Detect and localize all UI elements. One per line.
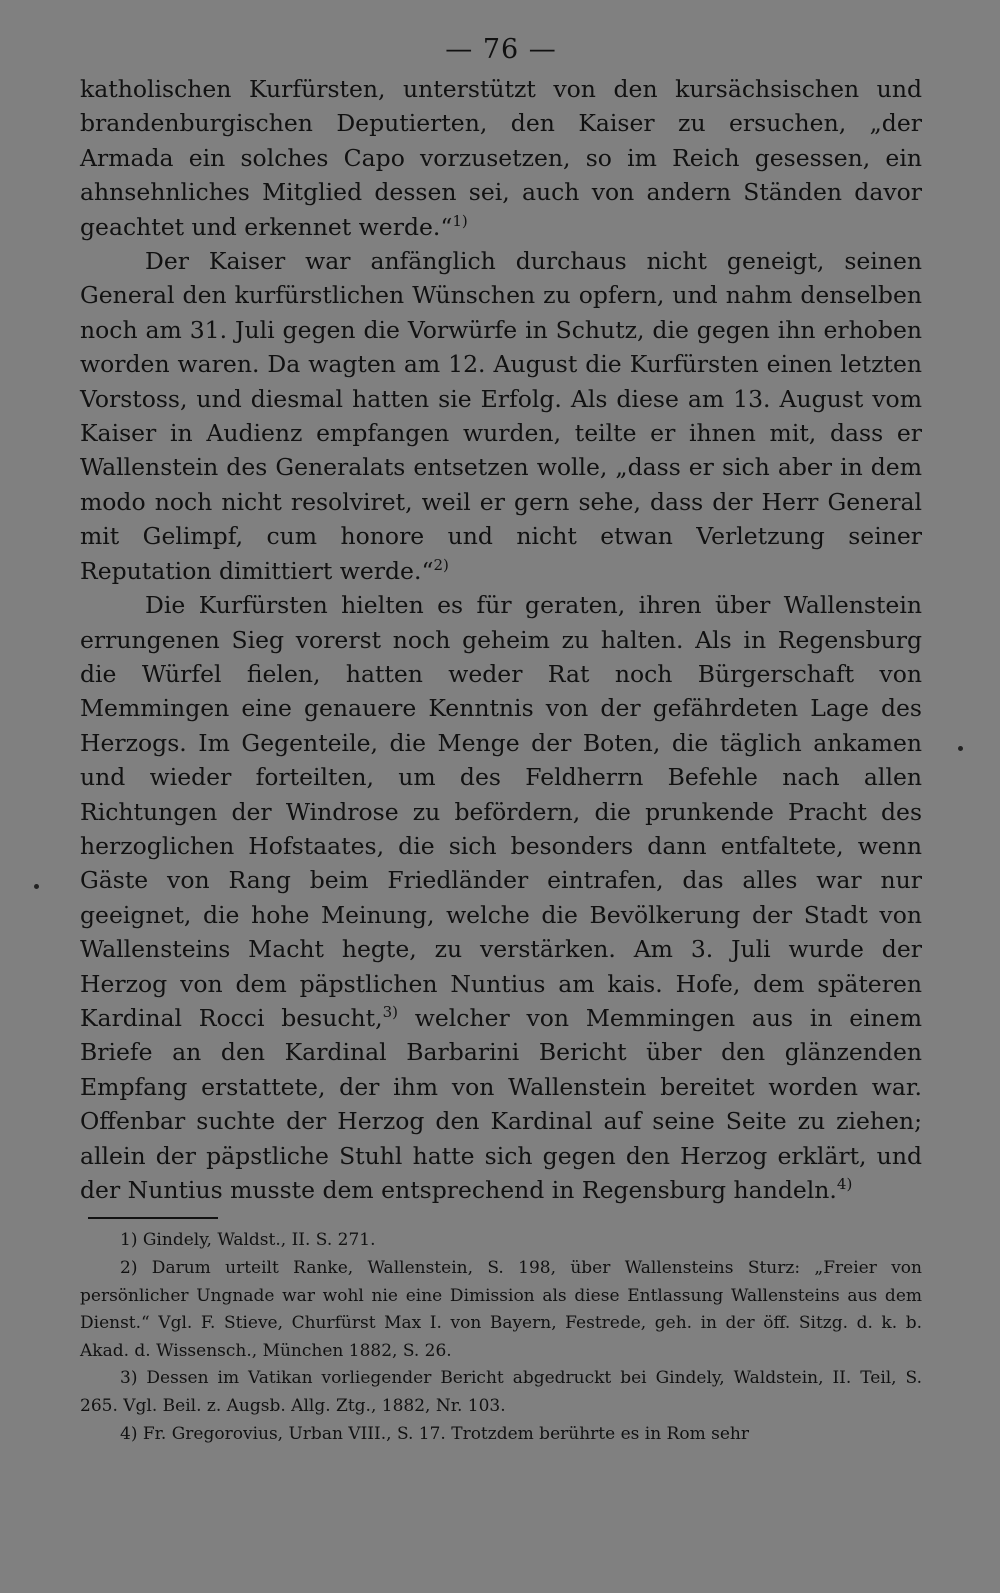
footnote-divider <box>88 1217 218 1219</box>
footnote-ref-4[interactable]: 4) <box>836 1175 853 1194</box>
margin-dot-left <box>34 884 39 889</box>
footnote-3: 3) Dessen im Vatikan vorliegender Bericht abgedruckt bei Gindely, Waldstein, II. Teil, S. 265. Vgl. Beil. z. Augsb. Allg. Ztg., 1882, Nr. 103. <box>80 1368 922 1416</box>
paragraph-3-text: Die Kurfürsten hielten es für geraten, ihren über Wallenstein errungenen Sieg vorerst noch geheim zu halten. Als in Regensburg die Würfel fielen, hatten weder Rat noch Bürgerschaft von Memmingen eine genauere Kenntnis von der gefährdeten Lage des Herzogs. Im Gegenteile, die Menge der Boten, die täglich ankamen und wieder forteilten, um des Feldherrn Befehle nach allen Richtungen der Windrose zu befördern, die prunkende Pracht des herzoglichen Hofstaates, die sich besonders dann entfaltete, wenn Gäste von Rang beim Friedländer eintrafen, das alles war nur geeignet, die hohe Meinung, welche die Bevölkerung der Stadt von Wallensteins Macht hegte, zu verstärken. Am 3. Juli wurde der Herzog von dem päpstlichen Nuntius am kais. Hofe, dem späteren Kardinal Rocci besucht, <box>80 591 922 1032</box>
paragraph-1-text: katholischen Kurfürsten, unterstützt von den kursächsischen und brandenburgischen Deputierten, den Kaiser zu ersuchen, „der Armada ein solches Capo vorzusetzen, so im Reich gesessen, ein ahnsehnliches Mitglied dessen sei, auch von andern Ständen davor geachtet und erkennet werde.“ <box>80 75 922 241</box>
page-number: — 76 — <box>445 34 557 65</box>
footnote-ref-1[interactable]: 1) <box>452 211 468 230</box>
footnote-2: 2) Darum urteilt Ranke, Wallenstein, S. 198, über Wallensteins Sturz: „Freier von persönlicher Ungnade war wohl nie eine Dimission als diese Entlassung Wallensteins aus dem Dienst.“ Vgl. F. Stieve, Churfürst Max I. von Bayern, Festrede, geh. in der öff. Sitzg. d. k. b. Akad. d. Wissensch., München 1882, S. 26. <box>80 1258 922 1361</box>
footnote-ref-2[interactable]: 2) <box>433 555 449 574</box>
margin-dot-right <box>958 746 963 751</box>
footnote-ref-3[interactable]: 3) <box>382 1003 398 1022</box>
document-page <box>80 30 922 1570</box>
paragraph-3-text-cont: welcher von Memmingen aus in einem Briefe an den Kardinal Barbarini Bericht über den glänzenden Empfang erstattete, der ihm von Wallenstein bereitet worden war. Offenbar suchte der Herzog den Kardinal auf seine Seite zu ziehen; allein der päpstliche Stuhl hatte sich gegen den Herzog erklärt, und der Nuntius musste dem entsprechend in Regensburg handeln. <box>80 1003 923 1204</box>
footnote-4: 4) Fr. Gregorovius, Urban VIII., S. 17. Trotzdem berührte es in Rom sehr <box>120 1423 749 1444</box>
paragraph-3 <box>80 588 922 1207</box>
footnotes <box>80 1227 922 1448</box>
footnote-1: 1) Gindely, Waldst., II. S. 271. <box>120 1230 376 1251</box>
main-text <box>80 72 922 1207</box>
paragraph-2-text: Der Kaiser war anfänglich durchaus nicht geneigt, seinen General den kurfürstlichen Wünschen zu opfern, und nahm denselben noch am 31. Juli gegen die Vorwürfe in Schutz, die gegen ihn erhoben worden waren. Da wagten am 12. August die Kurfürsten einen letzten Vorstoss, und diesmal hatten sie Erfolg. Als diese am 13. August vom Kaiser in Audienz empfangen wurden, teilte er ihnen mit, dass er Wallenstein des Generalats entsetzen wolle, „dass er sich aber in dem modo noch nicht resolviret, weil er gern sehe, dass der Herr General mit Gelimpf, cum honore und nicht etwan Verletzung seiner Reputation dimittiert werde.“ <box>80 247 922 585</box>
paragraph-2 <box>80 244 922 588</box>
paragraph-1 <box>80 72 922 244</box>
